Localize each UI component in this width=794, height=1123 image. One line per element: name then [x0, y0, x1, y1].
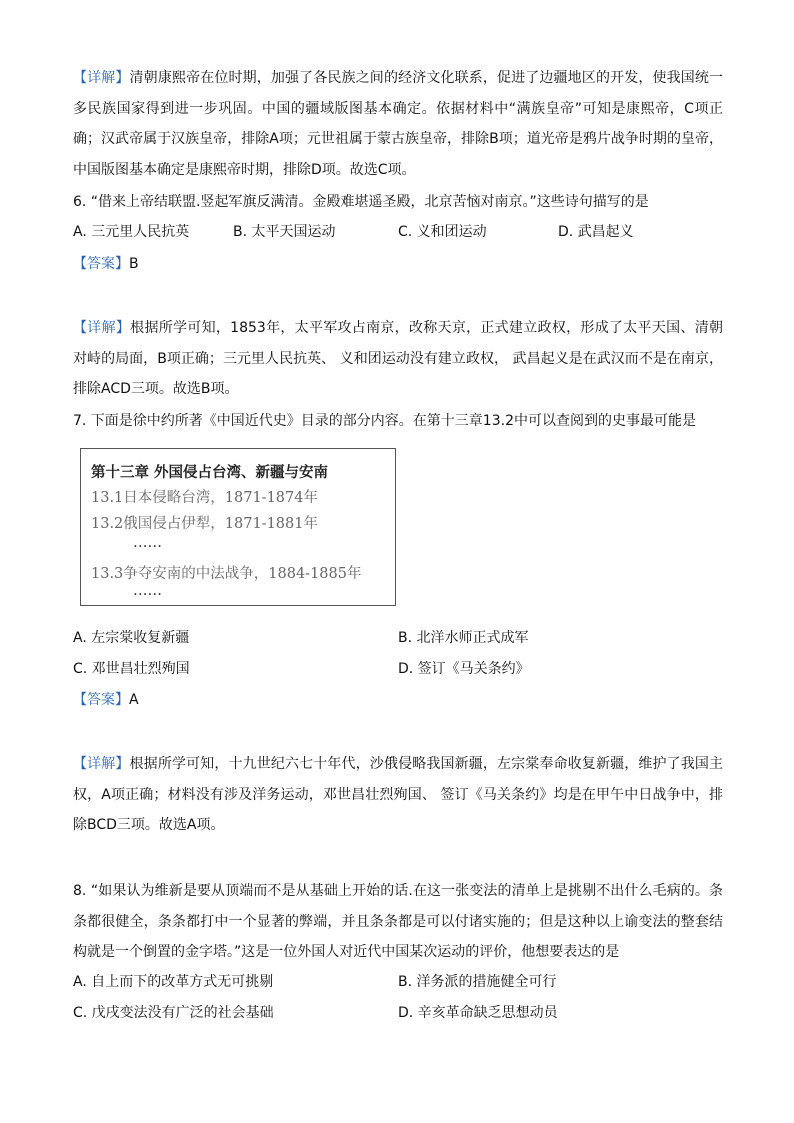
q8-stem: 8. “如果认为维新是要从顶端而不是从基础上开始的话.在这一张变法的清单上是挑剔不出什么毛病的。条条都很健全，条条都打中一个显著的弊端，并且条条都是可以付诸实施的；但是这种以上谕变法的整套结构就是一个倒置的金字塔。”这是一位外国人对近代中国某次运动的评价，他想要表达的是 — [73, 883, 723, 960]
toc-row: 13.2俄国侵占伊犁，1871-1881年 — [91, 516, 318, 532]
q8-option-d: D. 辛亥革命缺乏思想动员 — [398, 1005, 558, 1021]
q8-option-b: B. 洋务派的措施健全可行 — [398, 974, 557, 990]
q6-detail — [73, 313, 723, 405]
toc-heading: 第十三章 外国侵占台湾、新疆与安南 — [91, 464, 329, 481]
detail-text: 根据所学可知，1853年，太平军攻占南京，改称天京，正式建立政权，形成了太平天国、清朝对峙的局面，B项正确；三元里人民抗英、 义和团运动没有建立政权， 武昌起义是在武汉而不是在南京，排除ACD三项。故选B项。 — [73, 320, 723, 397]
detail-tag: 【详解】 — [73, 320, 131, 336]
answer-tag: 【答案】 — [73, 692, 129, 708]
detail-tag: 【详解】 — [73, 70, 130, 86]
answer-tag: 【答案】 — [73, 256, 129, 272]
answer-value: B — [129, 256, 139, 272]
q6-option-d: D. 武昌起义 — [558, 224, 634, 240]
toc-ellipsis: …… — [133, 535, 162, 551]
q7-option-d: D. 签订《马关条约》 — [398, 661, 530, 677]
toc-ellipsis: …… — [133, 583, 162, 599]
detail-text: 根据所学可知，十九世纪六七十年代，沙俄侵略我国新疆，左宗棠奉命收复新疆，维护了我国主权，A项正确；材料没有涉及洋务运动，邓世昌壮烈殉国、 签订《马关条约》均是在甲午中日战争中，排除BCD三项。故选A项。 — [73, 756, 724, 833]
q8-option-c: C. 戊戌变法没有广泛的社会基础 — [73, 1005, 274, 1021]
q7-option-b: B. 北洋水师正式成军 — [398, 630, 529, 646]
q6-answer — [73, 254, 139, 274]
answer-value: A — [129, 692, 139, 708]
q6-option-a: A. 三元里人民抗英 — [73, 224, 190, 240]
q6-option-b: B. 太平天国运动 — [233, 224, 336, 240]
q7-answer — [73, 690, 139, 710]
detail-tag: 【详解】 — [73, 756, 130, 772]
toc-row: 13.3争夺安南的中法战争，1884-1885年 — [91, 566, 362, 582]
q7-option-a: A. 左宗棠收复新疆 — [73, 630, 190, 646]
q7-stem: 7. 下面是徐中约所著《中国近代史》目录的部分内容。在第十三章13.2中可以查阅到的史事最可能是 — [73, 413, 696, 429]
q6-option-c: C. 义和团运动 — [398, 224, 487, 240]
q6-stem: 6. “借来上帝结联盟.竖起军旗反满清。金殿难堪遥圣殿，北京苦恼对南京。”这些诗句描写的是 — [73, 194, 649, 210]
detail-text: 清朝康熙帝在位时期，加强了各民族之间的经济文化联系，促进了边疆地区的开发，使我国统一多民族国家得到进一步巩固。中国的疆域版图基本确定。依据材料中“满族皇帝”可知是康熙帝，C项正确；汉武帝属于汉族皇帝，排除A项；元世祖属于蒙古族皇帝，排除B项；道光帝是鸦片战争时期的皇帝，中国版图基本确定是康熙帝时期，排除D项。故选C项。 — [73, 70, 724, 178]
q7-detail — [73, 749, 723, 841]
q8-option-a: A. 自上而下的改革方式无可挑剔 — [73, 974, 274, 990]
q5-detail — [73, 63, 723, 185]
q7-option-c: C. 邓世昌壮烈殉国 — [73, 661, 190, 677]
toc-row: 13.1日本侵略台湾，1871-1874年 — [91, 490, 318, 506]
q7-table-of-contents — [80, 448, 396, 606]
